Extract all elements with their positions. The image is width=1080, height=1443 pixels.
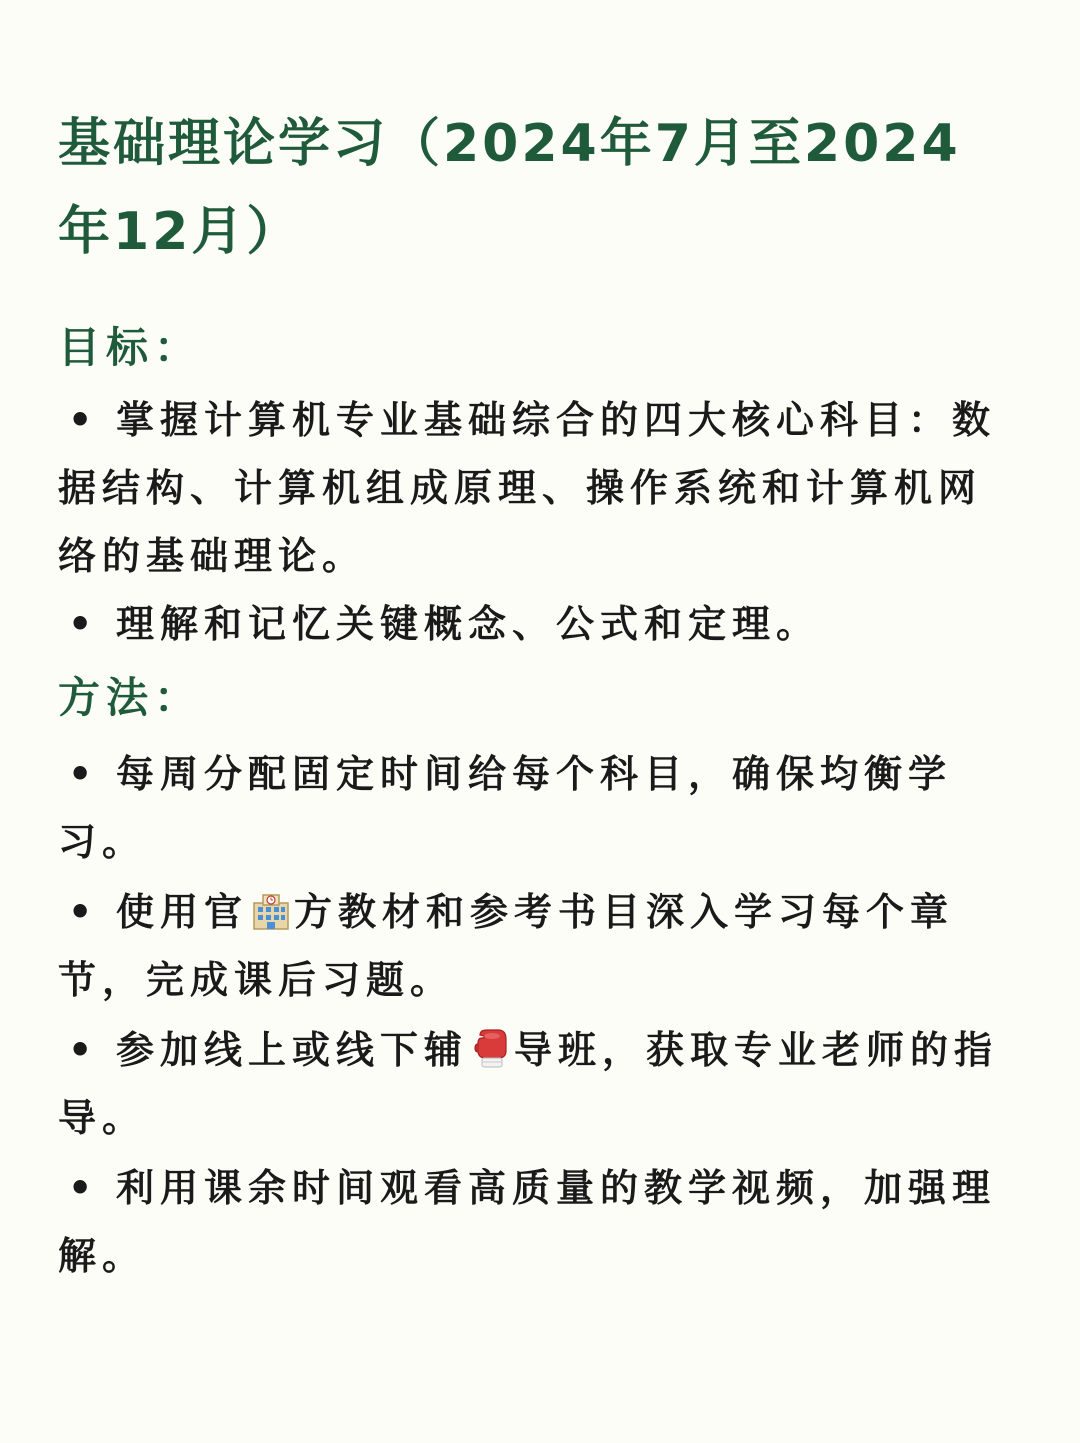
methods-section [58,666,1000,1290]
list-item-text-before: 参加线上或线下辅 [116,1028,469,1072]
goals-section [58,316,1000,658]
list-item [58,1154,1000,1290]
bullet-dot: • [68,398,99,442]
hospital-building-icon [250,884,292,926]
list-item-text-before: 使用官 [116,890,249,934]
goals-heading: 目标： [58,323,203,372]
list-item-text: 每周分配固定时间给每个科目，确保均衡学习。 [58,752,953,864]
methods-list [58,740,1000,1290]
list-item [58,740,1000,876]
list-item-text: 掌握计算机专业基础综合的四大核心科目：数据结构、计算机组成原理、操作系统和计算机网络的基础理论。 [58,398,997,578]
bullet-dot: • [68,890,99,934]
list-item [58,878,1000,1014]
bullet-dot: • [68,1166,99,1210]
list-item [58,386,1000,590]
list-item-text: 理解和记忆关键概念、公式和定理。 [116,602,821,646]
list-item-text: 利用课余时间观看高质量的教学视频，加强理解。 [58,1166,997,1278]
page-title: 基础理论学习（2024年7月至2024年12月） [58,114,961,262]
bullet-dot: • [68,1028,99,1072]
boxing-glove-icon [470,1022,512,1064]
methods-heading: 方法： [58,673,203,722]
list-item [58,590,1000,658]
bullet-dot: • [68,752,99,796]
list-item-text-after: 方教材和参考书目深入学习每个章节，完成课后习题。 [58,890,955,1002]
bullet-dot: • [68,602,99,646]
goals-list [58,386,1000,658]
list-item [58,1016,1000,1152]
list-item-text-after: 导班，获取专业老师的指导。 [58,1028,999,1140]
